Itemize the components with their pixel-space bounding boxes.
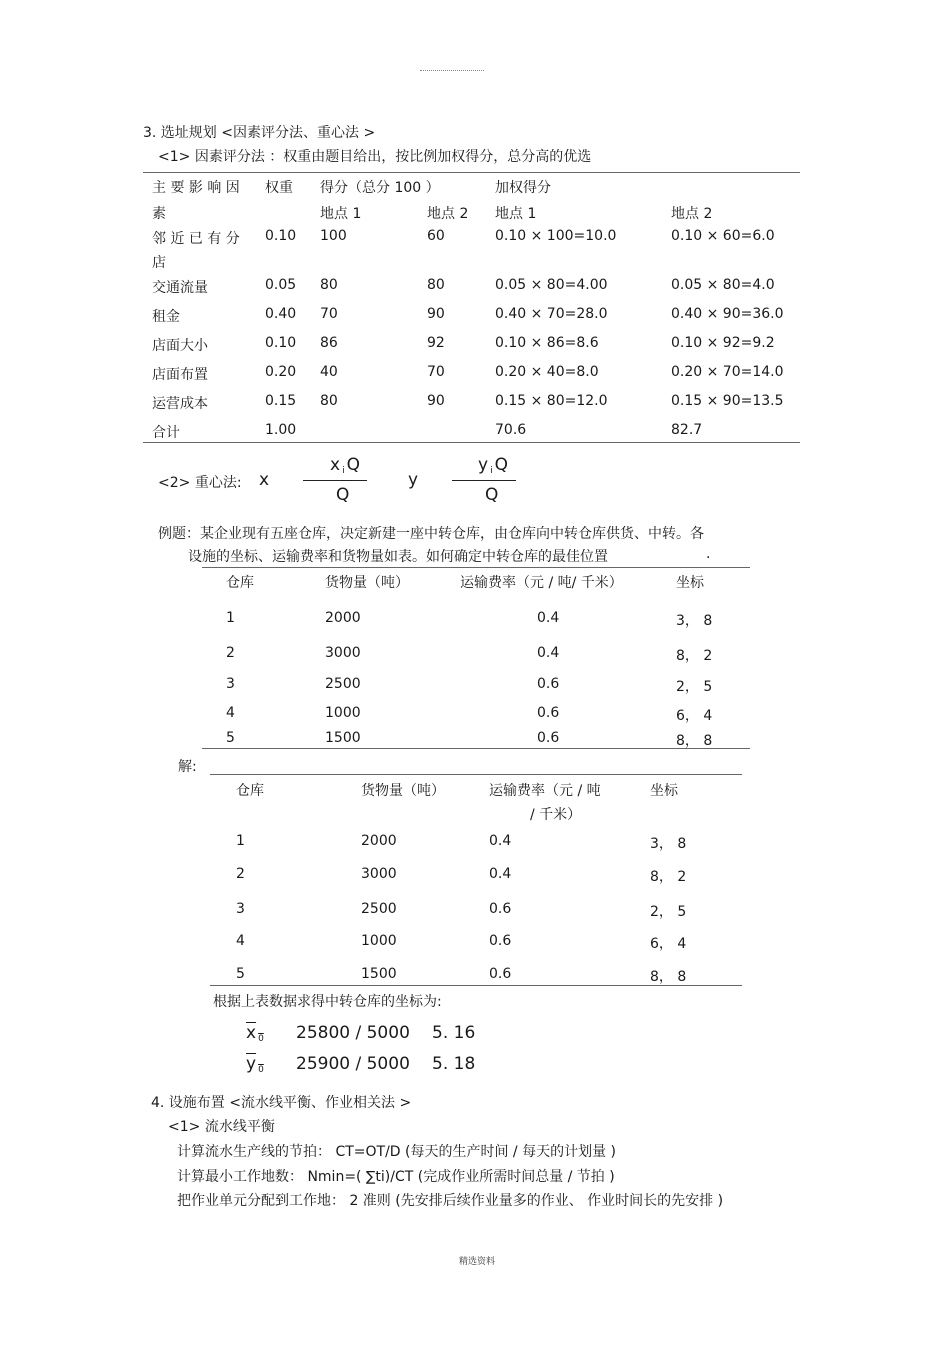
factor-row-weighted2: 0.05 × 80=4.0 [671, 277, 775, 293]
factor-row-name: 店面大小 [152, 338, 208, 354]
factor-row-weighted1: 0.20 × 40=8.0 [495, 364, 599, 380]
factor-row-score1: 80 [320, 393, 338, 409]
table1-header-rate: 运输费率（元 / 吨/ 千米） [460, 575, 623, 591]
example-period: . [706, 546, 711, 562]
table2-cell-coord: 3， 8 [650, 836, 687, 852]
table1-cell-coord: 8， 8 [676, 733, 713, 749]
factor-header-site1: 地点 1 [320, 206, 362, 222]
table2-cell-rate: 0.6 [489, 933, 512, 949]
factor-total-site1: 70.6 [495, 422, 527, 438]
section3-title: 3. 选址规划 <因素评分法、重心法 > [143, 125, 376, 141]
table2-header-coord: 坐标 [650, 783, 678, 799]
table1-cell-id: 2 [226, 645, 235, 661]
table1-cell-rate: 0.4 [537, 645, 560, 661]
table1-top-rule [202, 567, 750, 568]
table2-cell-volume: 2500 [361, 901, 397, 917]
factor-row-weighted2: 0.10 × 92=9.2 [671, 335, 775, 351]
result-y0-value: 5. 18 [432, 1054, 476, 1074]
factor-row-weighted2: 0.15 × 90=13.5 [671, 393, 784, 409]
factor-row-name: 店面布置 [152, 367, 208, 383]
table2-cell-rate: 0.6 [489, 966, 512, 982]
table1-header-volume: 货物量（吨） [325, 575, 409, 591]
factor-row-name-cont: 店 [152, 255, 166, 271]
factor-header-factor: 主 要 影 响 因 [152, 180, 240, 196]
table1-cell-id: 5 [226, 730, 235, 746]
factor-row-weight: 0.20 [265, 364, 297, 380]
factor-row-weighted2: 0.10 × 60=6.0 [671, 228, 775, 244]
footer-note: 精选资料 [459, 1257, 496, 1267]
factor-row-weighted2: 0.40 × 90=36.0 [671, 306, 784, 322]
formula-y-fraction-bar [452, 480, 516, 481]
factor-row-weight: 0.40 [265, 306, 297, 322]
table1-cell-volume: 2500 [325, 676, 361, 692]
factor-row-score1: 70 [320, 306, 338, 322]
result-x0-symbol: x $_0$ [246, 1023, 264, 1044]
factor-row-score1: 100 [320, 228, 347, 244]
section4-line-assignment: 把作业单元分配到工作地： 2 准则 (先安排后续作业量多的作业、 作业时间长的先安排 ) [177, 1193, 724, 1209]
table2-cell-id: 5 [236, 966, 245, 982]
factor-row-weight: 0.10 [265, 228, 297, 244]
table1-cell-volume: 2000 [325, 610, 361, 626]
factor-header-wsite1: 地点 1 [495, 206, 537, 222]
formula-x-fraction-bar [303, 480, 367, 481]
factor-table-top-rule [143, 172, 800, 173]
header-rule [420, 70, 484, 71]
table2-cell-id: 4 [236, 933, 245, 949]
table2-cell-coord: 2， 5 [650, 904, 687, 920]
factor-header-score: 得分（总分 100 ） [320, 180, 440, 196]
factor-row-weighted1: 0.40 × 70=28.0 [495, 306, 608, 322]
table2-cell-coord: 6， 4 [650, 936, 687, 952]
factor-row-name: 交通流量 [152, 280, 208, 296]
table1-cell-rate: 0.4 [537, 610, 560, 626]
factor-header-weighted: 加权得分 [495, 180, 551, 196]
table2-cell-volume: 1500 [361, 966, 397, 982]
table1-cell-volume: 1500 [325, 730, 361, 746]
section3-sub2: <2> 重心法: [158, 475, 242, 491]
factor-row-weighted2: 0.20 × 70=14.0 [671, 364, 784, 380]
table2-header-rate-cont: / 千米） [530, 807, 582, 823]
table1-header-coord: 坐标 [676, 575, 704, 591]
table1-cell-id: 4 [226, 705, 235, 721]
table2-header-volume: 货物量（吨） [361, 783, 445, 799]
table2-cell-coord: 8， 8 [650, 969, 687, 985]
table1-cell-coord: 2， 5 [676, 679, 713, 695]
factor-row-name: 邻 近 已 有 分 [152, 231, 240, 247]
formula-y-denominator: Q [485, 485, 499, 505]
factor-row-score2: 90 [427, 393, 445, 409]
table1-cell-coord: 6， 4 [676, 708, 713, 724]
factor-row-weighted1: 0.15 × 80=12.0 [495, 393, 608, 409]
factor-row-name: 租金 [152, 309, 180, 325]
formula-y-symbol: y [408, 470, 419, 490]
formula-x-denominator: Q [336, 485, 350, 505]
table2-cell-id: 3 [236, 901, 245, 917]
result-y0-symbol: y $_0$ [246, 1054, 264, 1075]
result-x0-expression: 25800 / 5000 [296, 1023, 410, 1043]
table2-cell-volume: 2000 [361, 833, 397, 849]
factor-row-weighted1: 0.10 × 86=8.6 [495, 335, 599, 351]
table2-header-rate: 运输费率（元 / 吨 [489, 783, 601, 799]
factor-header-factor-2: 素 [152, 206, 166, 222]
table1-cell-volume: 3000 [325, 645, 361, 661]
result-intro: 根据上表数据求得中转仓库的坐标为: [213, 994, 442, 1010]
table1-bottom-rule [202, 748, 750, 749]
result-x0-value: 5. 16 [432, 1023, 476, 1043]
table2-cell-id: 1 [236, 833, 245, 849]
table2-cell-id: 2 [236, 866, 245, 882]
factor-row-weight: 0.05 [265, 277, 297, 293]
table2-cell-rate: 0.4 [489, 833, 512, 849]
factor-row-name: 运营成本 [152, 396, 208, 412]
solution-label: 解: [178, 759, 197, 775]
table1-cell-volume: 1000 [325, 705, 361, 721]
table1-cell-rate: 0.6 [537, 676, 560, 692]
example-line1: 例题：某企业现有五座仓库，决定新建一座中转仓库，由仓库向中转仓库供货、中转。各 [158, 526, 704, 542]
factor-header-wsite2: 地点 2 [671, 206, 713, 222]
table2-header-warehouse: 仓库 [236, 783, 264, 799]
factor-row-weight: 0.15 [265, 393, 297, 409]
factor-row-score2: 90 [427, 306, 445, 322]
table2-cell-rate: 0.6 [489, 901, 512, 917]
section4-title: 4. 设施布置 <流水线平衡、作业相关法 > [151, 1095, 412, 1111]
table2-cell-rate: 0.4 [489, 866, 512, 882]
factor-table-bottom-rule [143, 442, 800, 443]
factor-header-site2: 地点 2 [427, 206, 469, 222]
table1-cell-rate: 0.6 [537, 705, 560, 721]
factor-row-weighted1: 0.10 × 100=10.0 [495, 228, 617, 244]
factor-row-score2: 70 [427, 364, 445, 380]
factor-header-weight: 权重 [265, 180, 293, 196]
factor-total-label: 合计 [152, 425, 180, 441]
table2-cell-volume: 3000 [361, 866, 397, 882]
table1-header-warehouse: 仓库 [226, 575, 254, 591]
factor-row-score2: 60 [427, 228, 445, 244]
table1-cell-coord: 3， 8 [676, 613, 713, 629]
factor-total-site2: 82.7 [671, 422, 703, 438]
section4-line-cycle-time: 计算流水生产线的节拍： CT=OT/D (每天的生产时间 / 每天的计划量 ) [177, 1144, 617, 1160]
table2-top-rule [210, 774, 742, 775]
factor-row-score2: 92 [427, 335, 445, 351]
factor-row-weighted1: 0.05 × 80=4.00 [495, 277, 608, 293]
table2-cell-coord: 8， 2 [650, 869, 687, 885]
formula-y-numerator: y $_i$ Q [478, 455, 508, 476]
formula-x-numerator: x $_i$ Q [330, 455, 360, 476]
factor-row-score1: 86 [320, 335, 338, 351]
factor-row-weight: 0.10 [265, 335, 297, 351]
table1-cell-coord: 8， 2 [676, 648, 713, 664]
result-y0-expression: 25900 / 5000 [296, 1054, 410, 1074]
table1-cell-id: 3 [226, 676, 235, 692]
section4-sub1: <1> 流水线平衡 [168, 1119, 275, 1135]
section3-sub1: <1> 因素评分法 ：权重由题目给出，按比例加权得分，总分高的优选 [158, 149, 592, 165]
table1-cell-rate: 0.6 [537, 730, 560, 746]
factor-row-score1: 80 [320, 277, 338, 293]
factor-row-score2: 80 [427, 277, 445, 293]
table1-cell-id: 1 [226, 610, 235, 626]
table2-bottom-rule [210, 985, 742, 986]
example-line2: 设施的坐标、运输费率和货物量如表。如何确定中转仓库的最佳位置 [188, 549, 608, 565]
section4-line-min-stations: 计算最小工作地数： Nmin=( ∑ti)/CT (完成作业所需时间总量 / 节拍 ) [177, 1169, 615, 1185]
formula-x-symbol: x [259, 470, 270, 490]
factor-total-weight: 1.00 [265, 422, 297, 438]
table2-cell-volume: 1000 [361, 933, 397, 949]
factor-row-score1: 40 [320, 364, 338, 380]
